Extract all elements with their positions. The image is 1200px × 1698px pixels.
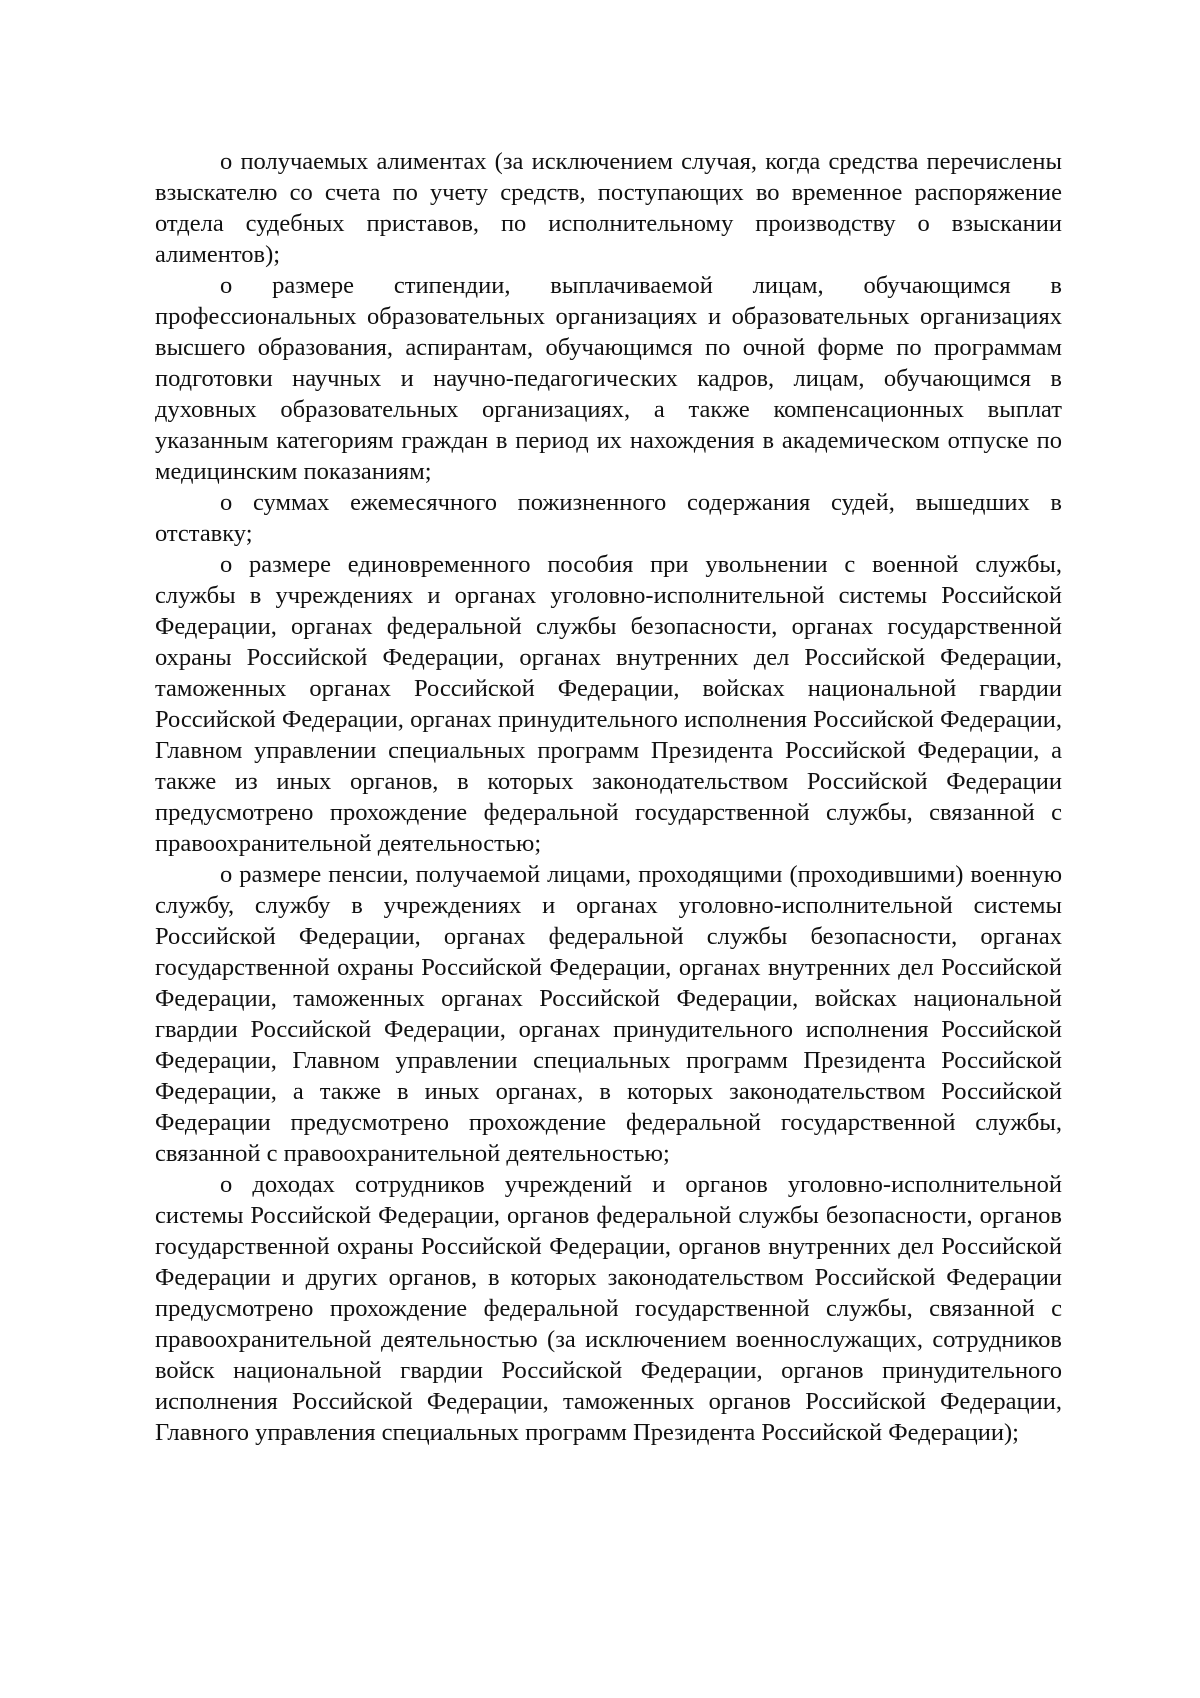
- document-body: [155, 146, 1062, 1448]
- paragraph-pension: о размере пенсии, получаемой лицами, проходящими (проходившими) военную службу, службу в учреждениях и органах уголовно-исполнительной системы Российской Федерации, органах федеральной службы безопасности, органах государственной охраны Российской Федерации, органах внутренних дел Российской Федерации, таможенных органах Российской Федерации, войсках национальной гвардии Российской Федерации, органах принудительного исполнения Российской Федерации, Главном управлении специальных программ Президента Российской Федерации, а также в иных органах, в которых законодательством Российской Федерации предусмотрено прохождение федеральной государственной службы, связанной с правоохранительной деятельностью;: [155, 861, 1062, 1167]
- paragraph-alimony: о получаемых алиментах (за исключением случая, когда средства перечислены взыскателю со счета по учету средств, поступающих во временное распоряжение отдела судебных приставов, по исполнительному производству о взыскании алиментов);: [155, 148, 1062, 268]
- paragraph-severance-allowance: о размере единовременного пособия при увольнении с военной службы, службы в учреждениях и органах уголовно-исполнительной системы Российской Федерации, органах федеральной службы безопасности, органах государственной охраны Российской Федерации, органах внутренних дел Российской Федерации, таможенных органах Российской Федерации, войсках национальной гвардии Российской Федерации, органах принудительного исполнения Российской Федерации, Главном управлении специальных программ Президента Российской Федерации, а также из иных органов, в которых законодательством Российской Федерации предусмотрено прохождение федеральной государственной службы, связанной с правоохранительной деятельностью;: [155, 551, 1062, 857]
- paragraph-judges-allowance: о суммах ежемесячного пожизненного содержания судей, вышедших в отставку;: [155, 489, 1062, 547]
- paragraph-stipend: о размере стипендии, выплачиваемой лицам, обучающимся в профессиональных образовательных организациях и образовательных организациях высшего образования, аспирантам, обучающимся по очной форме по программам подготовки научных и научно-педагогических кадров, лицам, обучающимся в духовных образовательных организациях, а также компенсационных выплат указанным категориям граждан в период их нахождения в академическом отпуске по медицинским показаниям;: [155, 272, 1062, 485]
- paragraph-employee-income: о доходах сотрудников учреждений и органов уголовно-исполнительной системы Российской Федерации, органов федеральной службы безопасности, органов государственной охраны Российской Федерации, органов внутренних дел Российской Федерации и других органов, в которых законодательством Российской Федерации предусмотрено прохождение федеральной государственной службы, связанной с правоохранительной деятельностью (за исключением военнослужащих, сотрудников войск национальной гвардии Российской Федерации, органов принудительного исполнения Российской Федерации, таможенных органов Российской Федерации, Главного управления специальных программ Президента Российской Федерации);: [155, 1171, 1062, 1446]
